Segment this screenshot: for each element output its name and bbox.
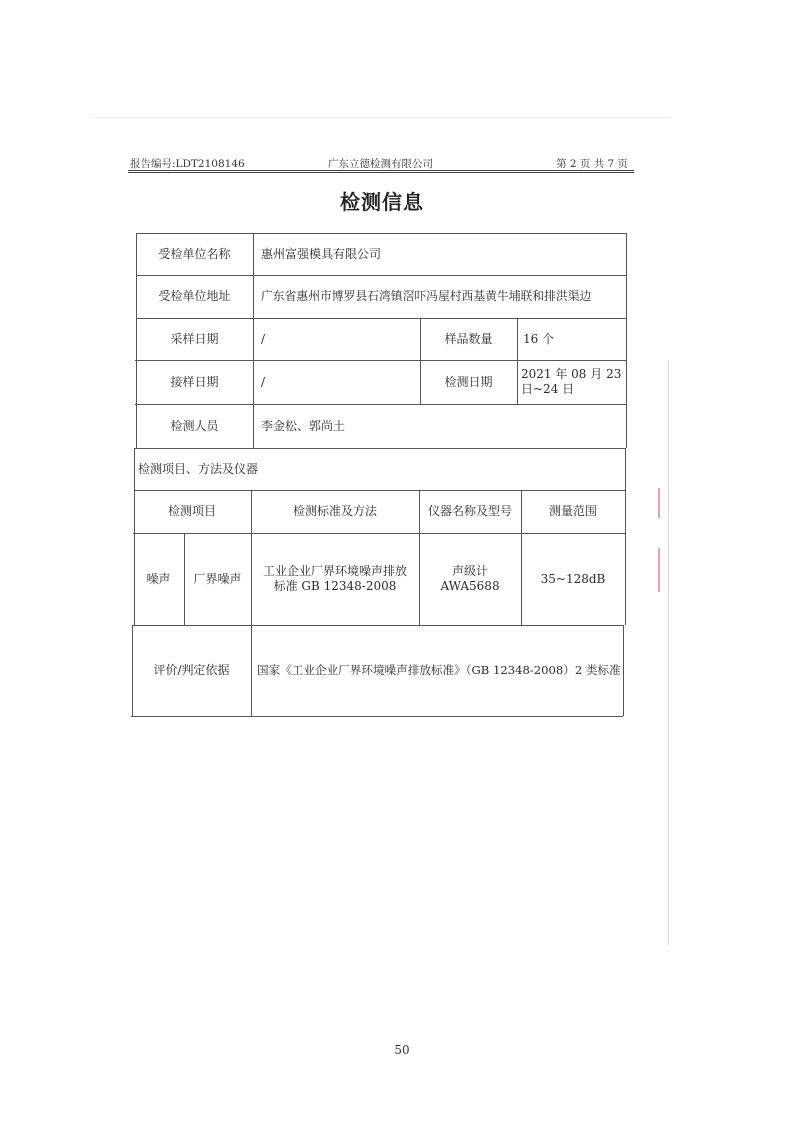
unit-name-label: 受检单位名称 [158, 246, 231, 261]
sample-count-label: 样品数量 [444, 331, 493, 346]
scan-edge-top [92, 117, 670, 118]
vline [625, 448, 626, 625]
sampling-date-label: 采样日期 [170, 331, 219, 346]
personnel-value: 李金松、郭尚土 [261, 418, 346, 433]
standard-cell: 工业企业厂界环境噪声排放标准 GB 12348-2008 [263, 564, 408, 593]
receive-date-label: 接样日期 [170, 374, 219, 389]
col-header-standard: 检测标准及方法 [292, 504, 377, 518]
seal-mark [658, 548, 674, 592]
item-cell: 厂界噪声 [193, 571, 242, 586]
vline [626, 233, 627, 448]
unit-address-label: 受检单位地址 [158, 289, 231, 303]
unit-name-value: 惠州富强模具有限公司 [261, 246, 382, 261]
instrument-cell: 声级计 AWA5688 [440, 564, 500, 593]
page-number: 50 [394, 1043, 410, 1057]
range-cell: 35~128dB [540, 571, 606, 586]
test-date-value: 2021 年 08 月 23 日~24 日 [521, 367, 622, 396]
section-label: 检测项目、方法及仪器 [138, 461, 259, 476]
evaluation-value: 国家《工业企业厂界环境噪声排放标准》（GB 12348-2008）2 类标准 [257, 663, 621, 677]
test-date-label: 检测日期 [444, 374, 493, 389]
col-header-instrument: 仪器名称及型号 [427, 504, 512, 518]
personnel-label: 检测人员 [170, 418, 219, 433]
vline [623, 625, 624, 716]
col-header-range: 测量范围 [548, 504, 597, 518]
scan-edge-right [668, 360, 669, 945]
evaluation-label: 评价/判定依据 [153, 663, 230, 677]
header-rule [128, 170, 634, 173]
page-info: 第 2 页 共 7 页 [556, 158, 629, 170]
sample-count-value: 16 个 [523, 331, 555, 346]
sampling-date-value: / [261, 331, 266, 346]
unit-address-value: 广东省惠州市博罗县石湾镇滘吓冯屋村西基黄牛埔联和排洪渠边 [261, 289, 592, 303]
company-name: 广东立德检测有限公司 [328, 158, 433, 170]
report-number: 报告编号:LDT2108146 [130, 158, 245, 170]
category-cell: 噪声 [146, 571, 171, 586]
col-header-item: 检测项目 [167, 504, 216, 518]
page-title: 检测信息 [340, 190, 424, 214]
receive-date-value: / [261, 374, 266, 389]
hline [131, 716, 623, 717]
seal-mark [658, 488, 674, 518]
